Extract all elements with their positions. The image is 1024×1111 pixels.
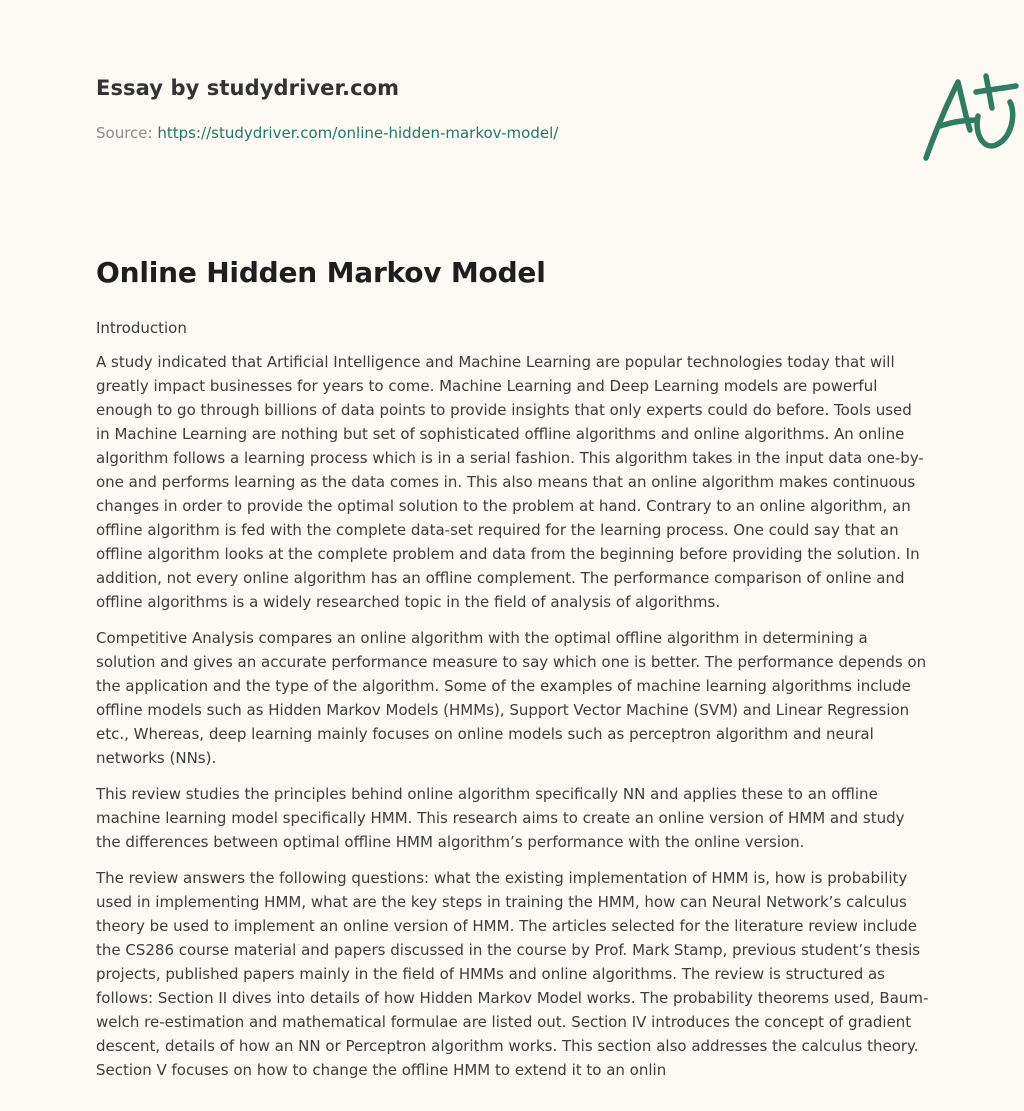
source-link[interactable]: https://studydriver.com/online-hidden-markov-model/ xyxy=(157,124,559,142)
paragraph: The review answers the following questions: what the existing implementation of HMM is, how is probability used in implementing HMM, what are the key steps in training the HMM, how can Neural Network’s calculus theory be used to implement an online version of HMM. The articles selected for the literature review include the CS286 course material and papers discussed in the course by Prof. Mark Stamp, previous student’s thesis projects, published papers mainly in the field of HMMs and online algorithms. The review is structured as follows: Section II dives into details of how Hidden Markov Model works. The probability theorems used, Baum-welch re-estimation and mathematical formulae are listed out. Section IV introduces the concept of gradient descent, details of how an NN or Perceptron algorithm works. This section also addresses the calculus theory. Section V focuses on how to change the offline HMM to extend it to an onlin xyxy=(96,869,929,1079)
paragraph: A study indicated that Artificial Intelligence and Machine Learning are popular technologies today that will greatly impact businesses for years to come. Machine Learning and Deep Learning models are powerful enough to go through billions of data points to provide insights that only experts could do before. Tools used in Machine Learning are nothing but set of sophisticated offline algorithms and online algorithms. An online algorithm follows a learning process which is in a serial fashion. This algorithm takes in the input data one-by-one and performs learning as the data comes in. This also means that an online algorithm makes continuous changes in order to provide the optimal solution to the problem at hand. Contrary to an online algorithm, an offline algorithm is fed with the complete data-set required for the learning process. One could say that an offline algorithm looks at the complete problem and data from the beginning before providing the solution. In addition, not every online algorithm has an offline complement. The performance comparison of online and offline algorithms is a widely researched topic in the field of analysis of algorithms. xyxy=(96,353,924,611)
article-body xyxy=(96,316,930,1094)
paragraph: This review studies the principles behind online algorithm specifically NN and applies these to an offline machine learning model specifically HMM. This research aims to create an online version of HMM and study the differences between optimal offline HMM algorithm’s performance with the online version. xyxy=(96,785,905,851)
site-brand: Essay by studydriver.com xyxy=(96,76,400,100)
a-plus-logo-icon xyxy=(918,68,1024,164)
section-heading-introduction: Introduction xyxy=(96,319,187,337)
source-line xyxy=(96,124,558,142)
source-label: Source: xyxy=(96,124,153,142)
article-title: Online Hidden Markov Model xyxy=(96,256,546,289)
paragraph: Competitive Analysis compares an online algorithm with the optimal offline algorithm in determining a solution and gives an accurate performance measure to say which one is better. The performance depends on the application and the type of the algorithm. Some of the examples of machine learning algorithms include offline models such as Hidden Markov Models (HMMs), Support Vector Machine (SVM) and Linear Regression etc., Whereas, deep learning mainly focuses on online models such as perceptron algorithm and neural networks (NNs). xyxy=(96,629,927,767)
